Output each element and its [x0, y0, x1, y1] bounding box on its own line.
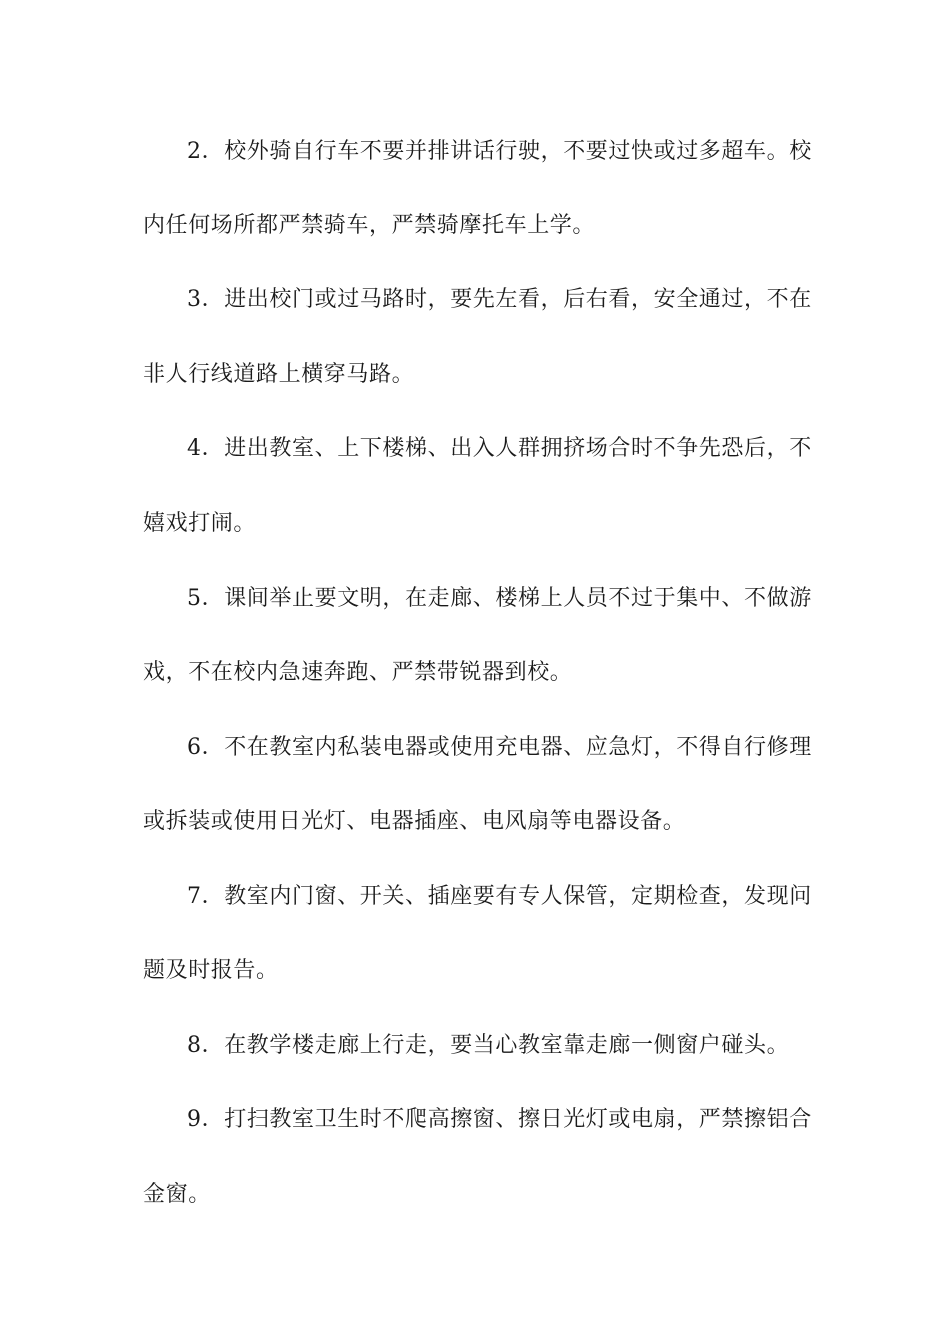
paragraph-4-line-1: 4．进出教室、上下楼梯、出入人群拥挤场合时不争先恐后，不 — [187, 436, 812, 461]
paragraph-4-line-2: 嬉戏打闹。 — [143, 511, 257, 536]
paragraph-5-line-1: 5．课间举止要文明，在走廊、楼梯上人员不过于集中、不做游 — [187, 586, 812, 611]
paragraph-7-line-1: 7．教室内门窗、开关、插座要有专人保管，定期检查，发现问 — [187, 884, 812, 909]
paragraph-2-line-2: 内任何场所都严禁骑车，严禁骑摩托车上学。 — [143, 213, 596, 238]
paragraph-3-line-1: 3．进出校门或过马路时，要先左看，后右看，安全通过，不在 — [187, 287, 812, 312]
paragraph-9-line-2: 金窗。 — [143, 1182, 211, 1207]
paragraph-8-line-1: 8．在教学楼走廊上行走，要当心教室靠走廊一侧窗户碰头。 — [187, 1033, 790, 1058]
paragraph-7-line-2: 题及时报告。 — [143, 958, 279, 983]
paragraph-2-line-1: 2．校外骑自行车不要并排讲话行驶，不要过快或过多超车。校 — [187, 139, 812, 164]
paragraph-3-line-2: 非人行线道路上横穿马路。 — [143, 362, 415, 387]
paragraph-9-line-1: 9．打扫教室卫生时不爬高擦窗、擦日光灯或电扇，严禁擦铝合 — [187, 1107, 812, 1132]
paragraph-5-line-2: 戏，不在校内急速奔跑、严禁带锐器到校。 — [143, 660, 573, 685]
paragraph-6-line-1: 6．不在教室内私装电器或使用充电器、应急灯，不得自行修理 — [187, 735, 812, 760]
paragraph-6-line-2: 或拆装或使用日光灯、电器插座、电风扇等电器设备。 — [143, 809, 686, 834]
